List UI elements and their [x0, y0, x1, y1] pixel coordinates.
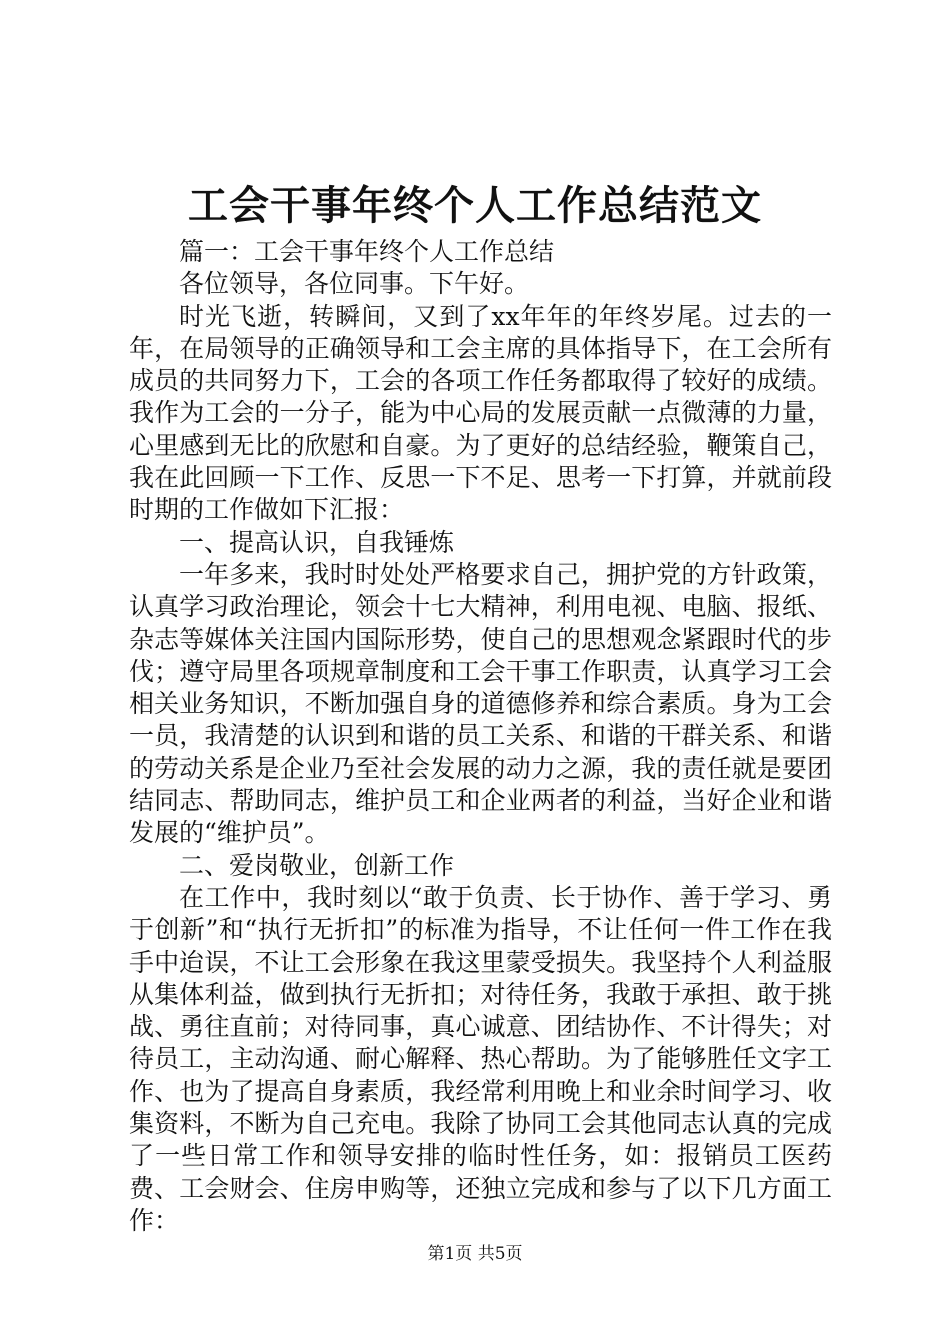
body-paragraph: 在工作中，我时刻以“敢于负责、长于协作、善于学习、勇于创新”和“执行无折扣”的标准为指导，不让任何一件工作在我手中迨误，不让工会形象在我这里蒙受损失。我坚持个人利益服从集体利益，做到执行无折扣；对待任务，我敢于承担、敢于挑战、勇往直前；对待同事，真心诚意、团结协作、不计得失；对待员工，主动沟通、耐心解释、热心帮助。为了能够胜任文字工作、也为了提高自身素质，我经常利用晚上和业余时间学习、收集资料，不断为自己充电。我除了协同工会其他同志认真的完成了一些日常工作和领导安排的临时性任务，如：报销员工医药费、工会财会、住房申购等，还独立完成和参与了以下几方面工作：: [129, 882, 832, 1235]
subsection-heading: 一、提高认识，自我锤炼: [179, 527, 455, 557]
greeting-paragraph: 各位领导，各位同事。下午好。: [179, 269, 530, 299]
body-paragraph: 时光飞逝，转瞬间，又到了xx年年的年终岁尾。过去的一年，在局领导的正确领导和工会主席的具体指导下，在工会所有成员的共同努力下，工会的各项工作任务都取得了较好的成绩。我作为工会的一分子，能为中心局的发展贡献一点微薄的力量，心里感到无比的欣慰和自豪。为了更好的总结经验，鞭策自己，我在此回顾一下工作、反思一下不足、思考一下打算，并就前段时期的工作做如下汇报：: [129, 301, 832, 525]
body-paragraph: 一年多来，我时时处处严格要求自己，拥护党的方针政策，认真学习政治理论，领会十七大精神，利用电视、电脑、报纸、杂志等媒体关注国内国际形势，使自己的思想观念紧跟时代的步伐；遵守局里各项规章制度和工会干事工作职责，认真学习工会相关业务知识，不断加强自身的道德修养和综合素质。身为工会一员，我清楚的认识到和谐的员工关系、和谐的干群关系、和谐的劳动关系是企业乃至社会发展的动力之源，我的责任就是要团结同志、帮助同志，维护员工和企业两者的利益，当好企业和谐发展的“维护员”。: [129, 559, 832, 848]
document-body: [129, 236, 832, 1237]
page-footer: 第1页 共5页: [427, 1244, 523, 1264]
section-heading: 篇一：工会干事年终个人工作总结: [179, 237, 555, 266]
subsection-heading: 二、爱岗敬业，创新工作: [179, 850, 455, 880]
document-title: 工会干事年终个人工作总结范文: [188, 182, 762, 229]
